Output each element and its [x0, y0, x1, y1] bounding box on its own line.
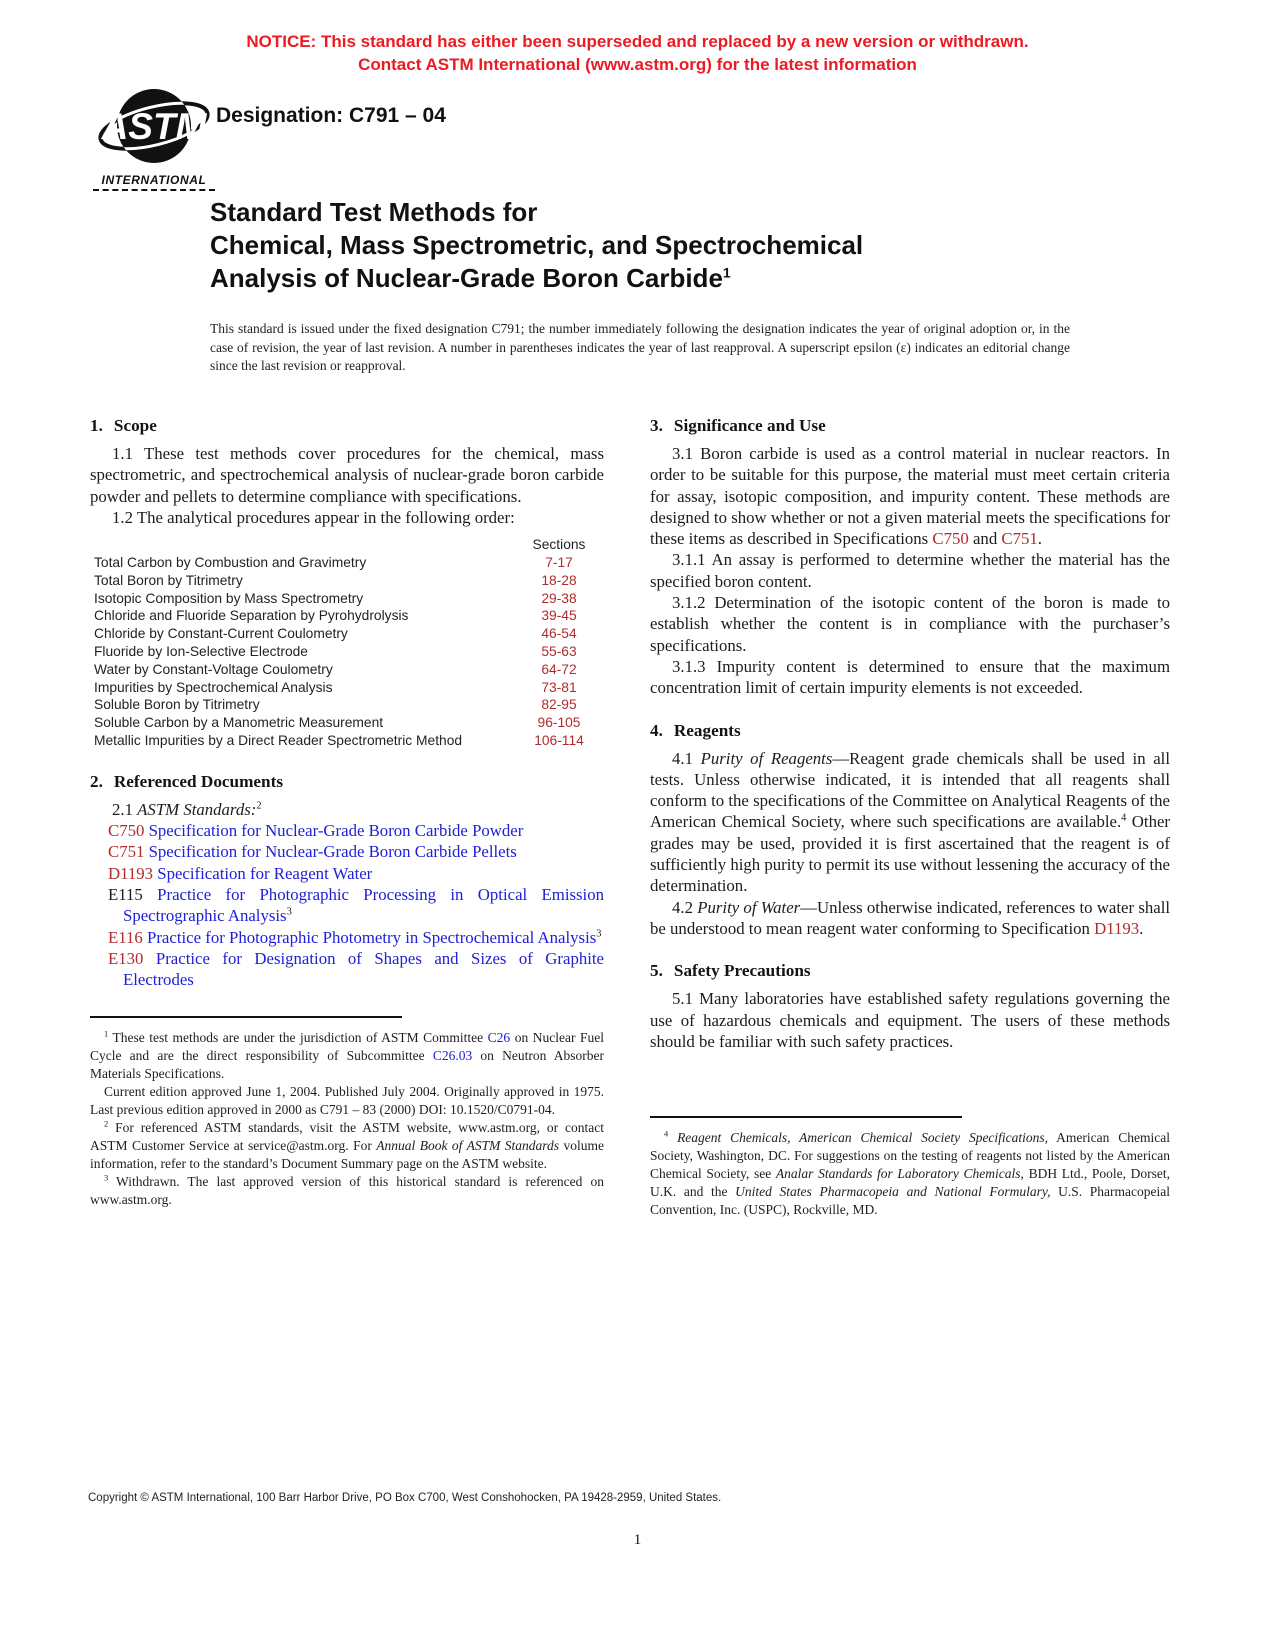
section-range-link[interactable]: 96-105: [537, 715, 581, 731]
section-heading-referenced-documents: 2. Referenced Documents: [90, 771, 284, 791]
sections-column-header: Sections: [532, 537, 586, 553]
link-E116[interactable]: E116: [108, 927, 143, 947]
footnote-rule: [650, 1116, 962, 1118]
left-column: [90, 408, 604, 1219]
footnote-rule: [90, 1016, 402, 1018]
table-row: [94, 661, 604, 679]
astm-logo: [93, 84, 215, 191]
procedure-label: Soluble Carbon by a Manometric Measurement: [94, 715, 384, 731]
page-title: [210, 196, 863, 295]
link-C750-ref[interactable]: C750: [932, 529, 969, 549]
copyright-line: Copyright © ASTM International, 100 Barr Harbor Drive, PO Box C700, West Conshohocken, PA 19428-2959, United States.: [88, 1492, 722, 1504]
section-heading-significance: 3. Significance and Use: [650, 416, 826, 435]
paragraph-4-1: 4.1 Purity of Reagents—Reagent grade chemicals shall be used in all tests. Unless otherwise indicated, it is intended that all reagents shall conform to the specifications of the Committee on Analytical Reagents of the American Chemical Society, where such specifications are available.$^4$ Other grades may be used, provided it is first ascertained that the reagent is of sufficiently high purity to permit its use without lessening the accuracy of the determination.: [650, 748, 1171, 896]
superseded-notice: [0, 30, 1275, 76]
paragraph-3-1-2: 3.1.2 Determination of the isotopic content of the boron is made to establish whether the content is in compliance with the purchaser’s specifications.: [650, 593, 1170, 655]
astm-logo-icon: [95, 84, 213, 172]
footnotes-left: [90, 1016, 604, 1209]
link-C750[interactable]: C750: [108, 821, 145, 841]
section-heading-safety-precautions: 5. Safety Precautions: [650, 961, 811, 981]
procedure-label: Soluble Boron by Titrimetry: [94, 697, 260, 713]
title-footnote-marker: 1: [722, 264, 731, 281]
footnote-2: $^2$ For referenced ASTM standards, visit the ASTM website, www.astm.org, or contact ASTM Customer Service at service@astm.org. For Annual Book of ASTM Standards volume information, refer to the standard’s Document Summary page on the ASTM website.: [90, 1119, 605, 1172]
table-row: [94, 714, 604, 732]
section-heading-scope: 1. Scope: [90, 416, 157, 435]
procedures-table: [94, 536, 604, 750]
section-range-link[interactable]: 55-63: [541, 643, 577, 659]
astm-logo-international-label: INTERNATIONAL: [93, 173, 215, 191]
link-C751-ref[interactable]: C751: [1001, 529, 1038, 549]
page-number: 1: [633, 1532, 642, 1548]
procedure-label: Metallic Impurities by a Direct Reader Spectrometric Method: [94, 732, 463, 748]
section-range-link[interactable]: 29-38: [541, 590, 577, 606]
svg-text:ASTM: ASTM: [101, 106, 207, 147]
table-row: [94, 732, 604, 750]
paragraph-1-2: 1.2 The analytical procedures appear in the following order:: [112, 507, 515, 527]
section-range-link[interactable]: 106-114: [534, 732, 584, 748]
section-range-link[interactable]: 39-45: [541, 608, 577, 624]
designation: Designation: C791 – 04: [216, 104, 446, 127]
paragraph-3-1-1: 3.1.1 An assay is performed to determine whether the material has the specified boron content.: [650, 550, 1170, 591]
paragraph-3-1: 3.1 Boron carbide is used as a control material in nuclear reactors. In order to be suitable for this purpose, the material must meet certain criteria for assay, isotopic composition, and impurity content. These methods are designed to show whether or not a given material meets the specifications for these items as described in Specifications C750 and C751.: [650, 444, 1170, 549]
procedure-label: Fluoride by Ion-Selective Electrode: [94, 643, 308, 659]
paragraph-3-1-3: 3.1.3 Impurity content is determined to ensure that the maximum concentration limit of certain impurity elements is not exceeded.: [650, 656, 1170, 698]
table-row: [94, 625, 604, 643]
procedure-label: Impurities by Spectrochemical Analysis: [94, 679, 333, 695]
link-D1193[interactable]: D1193: [108, 863, 154, 883]
title-line-3: Analysis of Nuclear-Grade Boron Carbide$^1$: [210, 263, 731, 293]
notice-line-2: Contact ASTM International (www.astm.org) for the latest information: [358, 55, 917, 74]
right-column: [650, 408, 1170, 1219]
referenced-doc-item: [108, 863, 604, 884]
paragraph-4-2: 4.2 Purity of Water—Unless otherwise indicated, references to water shall be understood to mean reagent water conforming to Specification D1193.: [650, 897, 1171, 938]
paragraph-5-1: 5.1 Many laboratories have established safety regulations governing the use of hazardous chemicals and equipment. The users of these methods should be familiar with such safety practices.: [650, 989, 1170, 1051]
title-line-2: Chemical, Mass Spectrometric, and Spectrochemical: [210, 230, 864, 260]
section-range-link[interactable]: 18-28: [541, 572, 577, 588]
section-range-link[interactable]: 46-54: [541, 626, 577, 642]
link-C751-title[interactable]: Specification for Nuclear-Grade Boron Carbide Pellets: [144, 842, 517, 862]
section-range-link[interactable]: 7-17: [545, 554, 573, 570]
section-range-link[interactable]: 64-72: [541, 661, 577, 677]
section-range-link[interactable]: 82-95: [541, 697, 577, 713]
link-C751[interactable]: C751: [108, 842, 145, 862]
referenced-doc-item: [108, 820, 604, 841]
link-E115-title[interactable]: Practice for Photographic Processing in Optical Emission Spectrographic Analysis: [123, 884, 604, 926]
table-row: [94, 679, 604, 697]
table-row: [94, 643, 604, 661]
procedure-label: Isotopic Composition by Mass Spectrometry: [94, 590, 364, 606]
procedure-label: Total Boron by Titrimetry: [94, 572, 243, 588]
link-E116-title[interactable]: Practice for Photographic Photometry in Spectrochemical Analysis: [142, 927, 597, 947]
referenced-doc-item: E116 Practice for Photographic Photometry in Spectrochemical Analysis$^3$: [108, 927, 602, 947]
referenced-doc-item: E115 Practice for Photographic Processing in Optical Emission Spectrographic Analysis$^3$: [108, 884, 604, 926]
referenced-doc-item: [108, 841, 604, 862]
table-row: [94, 572, 604, 590]
procedure-label: Chloride and Fluoride Separation by Pyrohydrolysis: [94, 608, 409, 624]
issuance-note: This standard is issued under the fixed designation C791; the number immediately following the designation indicates the year of original adoption or, in the case of revision, the year of last revision. A number in parentheses indicates the year of last reapproval. A superscript epsilon (ε) indicates an editorial change since the last revision or reapproval.: [210, 321, 1070, 373]
referenced-doc-item: [108, 948, 604, 991]
footnote-1-continued: Current edition approved June 1, 2004. Published July 2004. Originally approved in 1975. Last previous edition approved in 2000 as C791 – 83 (2000) DOI: 10.1520/C0791-04.: [90, 1084, 604, 1118]
footnote-4: $^4$ Reagent Chemicals, American Chemical Society Specifications, American Chemical Society, Washington, DC. For suggestions on the testing of reagents not listed by the American Chemical Society, see Analar Standards for Laboratory Chemicals, BDH Ltd., Poole, Dorset, U.K. and the United States Pharmacopeia and National Formulary, U.S. Pharmacopeial Convention, Inc. (USPC), Rockville, MD.: [650, 1129, 1171, 1218]
title-line-1: Standard Test Methods for: [210, 197, 538, 227]
link-D1193-title[interactable]: Specification for Reagent Water: [153, 863, 373, 883]
paragraph-1-1: 1.1 These test methods cover procedures for the chemical, mass spectrometric, and spectrochemical analysis of nuclear-grade boron carbide powder and pellets to determine compliance with specifications.: [90, 444, 604, 506]
link-C750-title[interactable]: Specification for Nuclear-Grade Boron Carbide Powder: [144, 821, 524, 841]
footnotes-right: [650, 1116, 1170, 1219]
link-D1193-ref[interactable]: D1193: [1094, 918, 1140, 938]
section-heading-reagents: 4. Reagents: [650, 720, 741, 740]
table-row: [94, 607, 604, 625]
procedure-label: Total Carbon by Combustion and Gravimetry: [94, 554, 367, 570]
procedure-label: Water by Constant-Voltage Coulometry: [94, 661, 333, 677]
table-row: [94, 590, 604, 608]
referenced-standards-list: [108, 820, 604, 990]
link-E130[interactable]: E130: [108, 948, 144, 968]
link-C26[interactable]: C26: [487, 1030, 511, 1046]
link-C26-03[interactable]: C26.03: [432, 1048, 473, 1064]
table-row: [94, 696, 604, 714]
table-header-row: [94, 536, 604, 554]
table-row: [94, 554, 604, 572]
paragraph-2-1: 2.1 ASTM Standards:$^2$: [112, 799, 262, 819]
notice-line-1: NOTICE: This standard has either been superseded and replaced by a new version or withdrawn.: [246, 32, 1029, 51]
link-E130-title[interactable]: Practice for Designation of Shapes and Sizes of Graphite Electrodes: [123, 948, 604, 990]
two-column-body: [90, 408, 1170, 1219]
section-range-link[interactable]: 73-81: [541, 679, 577, 695]
procedure-label: Chloride by Constant-Current Coulometry: [94, 626, 348, 642]
footnote-3: $^3$ Withdrawn. The last approved version of this historical standard is referenced on www.astm.org.: [90, 1173, 604, 1208]
footnote-1: $^1$ These test methods are under the jurisdiction of ASTM Committee C26 on Nuclear Fuel Cycle and are the direct responsibility of Subcommittee C26.03 on Neutron Absorber Materials Specifications.: [90, 1029, 604, 1082]
